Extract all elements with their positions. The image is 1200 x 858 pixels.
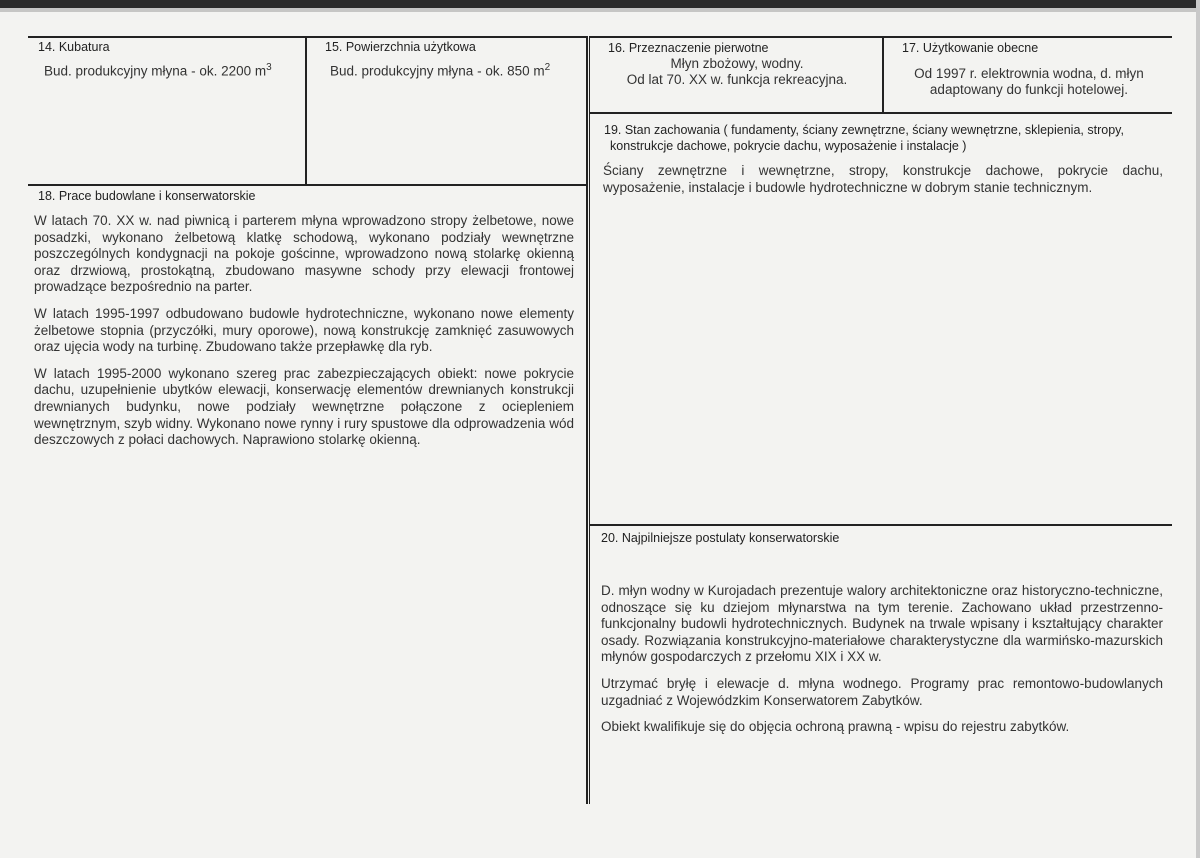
field-18-paragraph: W latach 1995-1997 odbudowano budowle hydrotechniczne, wykonano nowe elementy żelbetowe stopnia (przyczółki, mury oporowe), nową konstrukcję zamknięć zasuwowych oraz ujęcia wody na turbinę. Zbudowano także przepławkę dla ryb. (34, 305, 574, 355)
field-16-line-1: Młyn zbożowy, wodny. (670, 56, 804, 71)
field-19-text: Ściany zewnętrzne i wewnętrzne, stropy, konstrukcje dachowe, pokrycie dachu, wyposażenie, instalacje i budowle hydrotechniczne w dobrym stanie technicznym. (603, 163, 1163, 195)
field-17-header: 17. Użytkowanie obecne (902, 41, 1039, 55)
field-18-paragraph: W latach 70. XX w. nad piwnicą i parterem młyna wprowadzono stropy żelbetowe, nowe posadzki, wykonano żelbetową klatkę schodową, wykonano podziały wewnętrzne poszczególnych kondygnacji na pokoje gościnne, wprowadzono nową stolarkę okienną oraz drzwiową, prostokątną, zbudowano masywne schody przy elewacji frontowej prowadzące bezpośrednio na parter. (34, 213, 574, 295)
rule-14-15 (305, 36, 307, 184)
rule-above-18 (28, 184, 586, 186)
field-18-paragraph: W latach 1995-2000 wykonano szereg prac zabezpieczających obiekt: nowe pokrycie dachu, uzupełnienie ubytków elewacji, konserwację elementów drewnianych konstrukcji drewnianych budynku, nowe podziały wewnętrzne połączone z ociepleniem wewnętrznym, szyb widny. Wykonano nowe rynny i rury spustowe dla odprowadzenia wód deszczowych z połaci dachowych. Naprawiono stolarkę okienną. (34, 365, 574, 448)
field-20-header: 20. Najpilniejsze postulaty konserwatorskie (601, 531, 840, 545)
field-18-body (34, 213, 574, 459)
field-15-unit-exponent: 2 (544, 62, 551, 73)
field-16-header: 16. Przeznaczenie pierwotne (608, 41, 769, 55)
field-19-body (603, 163, 1163, 206)
field-20-paragraph: Obiekt kwalifikuje się do objęcia ochroną prawną - wpisu do rejestru zabytków. (601, 719, 1070, 735)
field-20-paragraph: D. młyn wodny w Kurojadach prezentuje walory architektoniczne oraz historyczno-techniczne, odnoszące się ku dziejom młynarstwa na tym terenie. Zachowano układ przestrzenno-funkcjonalny budowli hydrotechnicznych. Budynek na trwale wpisany i kształtujący charakter osady. Rozwiązania konstrukcyjno-materiałowe charakterystyczne dla warmińsko-mazurskich młynów gospodarczych z przełomu XIX i XX w. (601, 583, 1163, 665)
field-18-header: 18. Prace budowlane i konserwatorskie (38, 189, 256, 203)
field-20-paragraph: Utrzymać bryłę i elewacje d. młyna wodnego. Programy prac remontowo-budowlanych uzgadniać z Wojewódzkim Konserwatorem Zabytków. (601, 675, 1163, 708)
rule-top-right (589, 36, 1172, 38)
scan-top-shadow (0, 8, 1200, 12)
field-17-line-1: Od 1997 r. elektrownia wodna, d. młyn (914, 66, 1144, 81)
field-14-value-text: Bud. produkcyjny młyna - ok. 2200 m (44, 63, 267, 79)
field-19-header-line-1: 19. Stan zachowania ( fundamenty, ściany zewnętrzne, ściany wewnętrzne, sklepienia, stropy, (604, 123, 1124, 137)
rule-top-left (28, 36, 586, 38)
scan-top-edge (0, 0, 1200, 8)
field-19-header-line-2: konstrukcje dachowe, pokrycie dachu, wyposażenie i instalacje ) (610, 139, 967, 153)
field-17-value (886, 66, 1172, 98)
field-14-header: 14. Kubatura (38, 40, 110, 54)
field-19-header (604, 122, 1124, 154)
field-20-body (601, 583, 1163, 746)
rule-16-17 (882, 36, 884, 112)
field-14-value (44, 62, 272, 79)
rule-center-2 (589, 36, 590, 804)
field-15-value-text: Bud. produkcyjny młyna - ok. 850 m (330, 63, 545, 79)
rule-above-20 (589, 524, 1172, 526)
field-15-value (330, 62, 550, 79)
field-15-header: 15. Powierzchnia użytkowa (325, 40, 476, 54)
field-16-line-2: Od lat 70. XX w. funkcja rekreacyjna. (626, 72, 848, 87)
rule-above-19 (589, 112, 1172, 114)
rule-center (586, 36, 588, 804)
field-14-unit-exponent: 3 (266, 62, 272, 73)
scan-right-edge (1196, 0, 1200, 858)
field-17-line-2: adaptowany do funkcji hotelowej. (929, 82, 1129, 97)
field-16-value (592, 56, 882, 88)
